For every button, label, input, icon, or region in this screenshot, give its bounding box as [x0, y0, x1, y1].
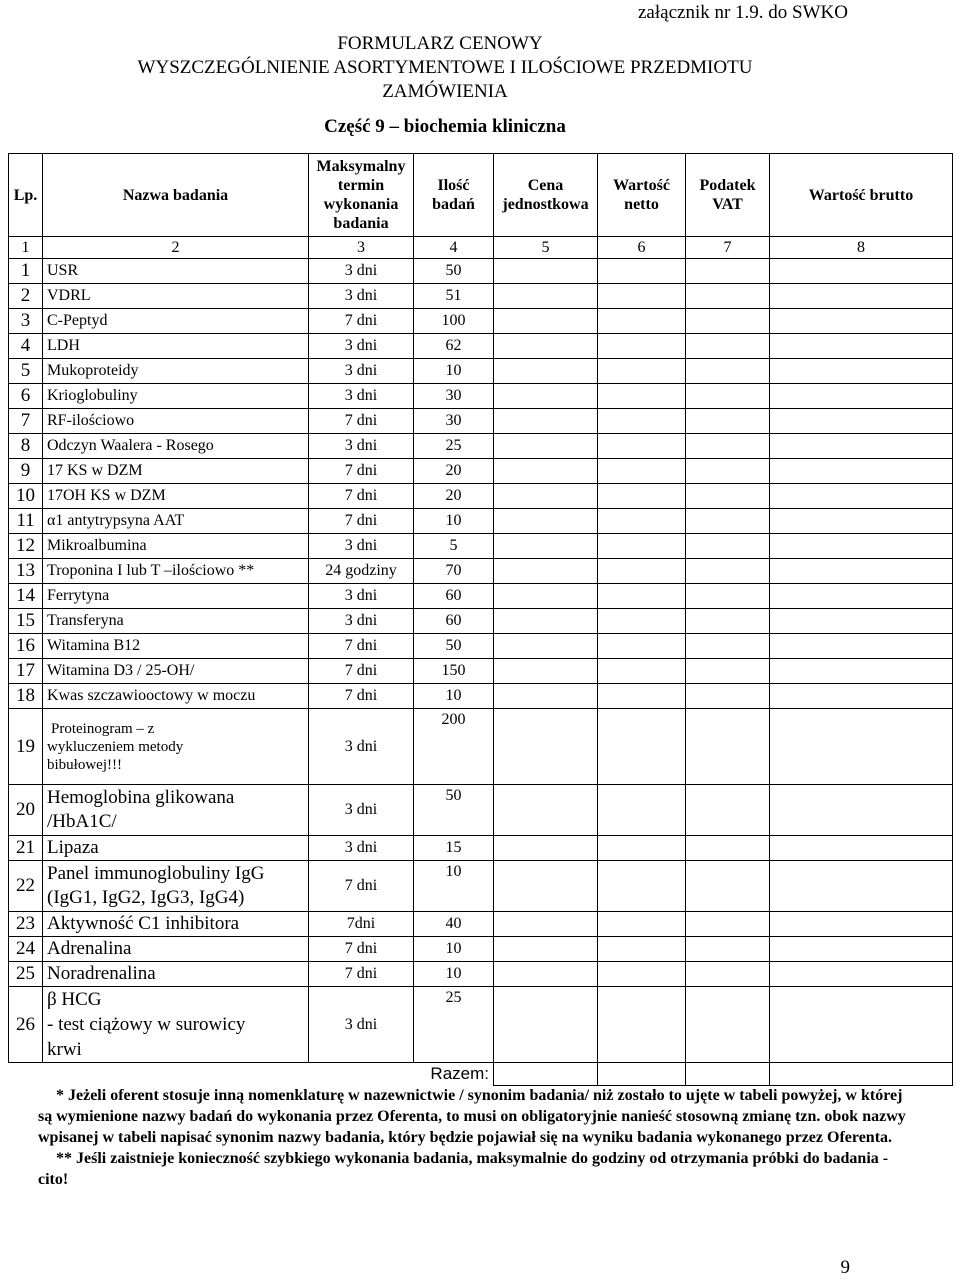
total-row: [9, 1063, 953, 1086]
column-number: 5: [494, 237, 598, 259]
row-term: 7 dni: [309, 309, 414, 334]
row-term: 7 dni: [309, 459, 414, 484]
row-term: 7 dni: [309, 484, 414, 509]
row-lp: 25: [9, 962, 43, 987]
row-term: 7 dni: [309, 684, 414, 709]
row-name: [43, 785, 309, 836]
row-qty: 60: [414, 584, 494, 609]
row-name-line: - test ciążowy w surowicy: [47, 1014, 246, 1035]
table-row: [9, 861, 953, 912]
row-term: 3 dni: [309, 836, 414, 861]
cell-net[interactable]: [598, 484, 686, 509]
cell-vat[interactable]: [686, 459, 770, 484]
total-label: Razem:: [430, 1064, 489, 1084]
cell-unit-price[interactable]: [494, 785, 598, 836]
row-name: Kwas szczawiooctowy w moczu: [43, 684, 309, 709]
row-qty: 150: [414, 659, 494, 684]
row-name: Troponina I lub T –ilościowo **: [43, 559, 309, 584]
cell-unit-price[interactable]: [494, 684, 598, 709]
row-name: [43, 987, 309, 1063]
row-name: α1 antytrypsyna AAT: [43, 509, 309, 534]
row-name-line: Proteinogram – z: [51, 720, 155, 737]
row-term: 3 dni: [309, 534, 414, 559]
row-name: [43, 861, 309, 912]
column-number: 2: [43, 237, 309, 259]
cell-vat[interactable]: [686, 509, 770, 534]
row-qty: 50: [414, 634, 494, 659]
cell-unit-price[interactable]: [494, 584, 598, 609]
cell-vat[interactable]: [686, 484, 770, 509]
cell-gross[interactable]: [770, 559, 953, 584]
row-term: 3 dni: [309, 584, 414, 609]
row-qty: 100: [414, 309, 494, 334]
cell-net[interactable]: [598, 384, 686, 409]
cell-unit-price[interactable]: [494, 937, 598, 962]
row-name: LDH: [43, 334, 309, 359]
cell-unit-price[interactable]: [494, 659, 598, 684]
cell-gross[interactable]: [770, 334, 953, 359]
cell-unit-price[interactable]: [494, 836, 598, 861]
table-row: [9, 634, 953, 659]
cell-unit-price[interactable]: [494, 484, 598, 509]
table-row: [9, 559, 953, 584]
table-row: [9, 962, 953, 987]
footnote-2: ** Jeśli zaistnieje konieczność szybkiego wykonania badania, maksymalnie do godziny od otrzymania próbki do badania - cito!: [38, 1150, 889, 1188]
cell-vat[interactable]: [686, 559, 770, 584]
total-net[interactable]: [598, 1063, 686, 1086]
row-lp: 4: [9, 334, 43, 359]
cell-unit-price[interactable]: [494, 609, 598, 634]
cell-gross[interactable]: [770, 937, 953, 962]
cell-gross[interactable]: [770, 459, 953, 484]
cell-gross[interactable]: [770, 987, 953, 1063]
title-line-3: ZAMÓWIENIA: [382, 81, 508, 102]
table-row: [9, 259, 953, 284]
table-row: [9, 359, 953, 384]
row-lp: 17: [9, 659, 43, 684]
row-qty: 50: [414, 785, 494, 836]
page-number: 9: [840, 1257, 850, 1278]
cell-gross[interactable]: [770, 584, 953, 609]
row-term: 3 dni: [309, 987, 414, 1063]
cell-gross[interactable]: [770, 836, 953, 861]
cell-vat[interactable]: [686, 634, 770, 659]
cell-net[interactable]: [598, 684, 686, 709]
header-term: Maksymalny termin wykonania badania: [309, 154, 414, 237]
cell-vat[interactable]: [686, 409, 770, 434]
table-row: [9, 309, 953, 334]
row-name-line: /HbA1C/: [47, 811, 117, 832]
row-name-line: Panel immunoglobuliny IgG: [47, 863, 265, 884]
row-term: 3 dni: [309, 434, 414, 459]
row-name: Odczyn Waalera - Rosego: [43, 434, 309, 459]
header-unit-price: Cena jednostkowa: [494, 154, 598, 237]
header-qty: Ilość badań: [414, 154, 494, 237]
cell-unit-price[interactable]: [494, 709, 598, 785]
row-term: 3 dni: [309, 785, 414, 836]
table-row: [9, 534, 953, 559]
total-vat[interactable]: [686, 1063, 770, 1086]
cell-net[interactable]: [598, 785, 686, 836]
cell-vat[interactable]: [686, 534, 770, 559]
cell-net[interactable]: [598, 359, 686, 384]
cell-unit-price[interactable]: [494, 634, 598, 659]
cell-gross[interactable]: [770, 409, 953, 434]
cell-net[interactable]: [598, 962, 686, 987]
cell-vat[interactable]: [686, 609, 770, 634]
row-qty: 200: [414, 709, 494, 785]
row-qty: 10: [414, 359, 494, 384]
row-lp: 1: [9, 259, 43, 284]
row-name: [43, 709, 309, 785]
row-lp: 15: [9, 609, 43, 634]
cell-gross[interactable]: [770, 659, 953, 684]
cell-net[interactable]: [598, 459, 686, 484]
row-term: 7 dni: [309, 962, 414, 987]
row-name: Noradrenalina: [43, 962, 309, 987]
row-lp: 18: [9, 684, 43, 709]
cell-unit-price[interactable]: [494, 359, 598, 384]
row-qty: 10: [414, 684, 494, 709]
row-lp: 12: [9, 534, 43, 559]
cell-vat[interactable]: [686, 709, 770, 785]
row-term: 24 godziny: [309, 559, 414, 584]
cell-vat[interactable]: [686, 937, 770, 962]
cell-vat[interactable]: [686, 384, 770, 409]
row-qty: 62: [414, 334, 494, 359]
footnote-1: * Jeżeli oferent stosuje inną nomenklaturę w nazewnictwie / synonim badania/ niż zostało to ujęte w tabeli powyżej, w której są wymienione nazwy badań do wykonania przez Oferenta, to musi on obligatoryjnie nanieść stosowną zmianę tzn. obok nazwy wpisanej w tabeli napisać synonim nazwy badania, który będzie pojawiał się na wyniku badania wykonanego przez Oferenta.: [38, 1087, 906, 1146]
row-term: 3 dni: [309, 384, 414, 409]
row-lp: 20: [9, 785, 43, 836]
row-term: 7 dni: [309, 409, 414, 434]
row-name: Witamina B12: [43, 634, 309, 659]
cell-vat[interactable]: [686, 259, 770, 284]
row-lp: 22: [9, 861, 43, 912]
column-number: 8: [770, 237, 953, 259]
row-lp: 8: [9, 434, 43, 459]
cell-gross[interactable]: [770, 434, 953, 459]
title-line-2: WYSZCZEGÓLNIENIE ASORTYMENTOWE I ILOŚCIOWE PRZEDMIOTU: [137, 57, 753, 78]
cell-gross[interactable]: [770, 284, 953, 309]
header-row: [9, 154, 953, 237]
cell-vat[interactable]: [686, 659, 770, 684]
cell-unit-price[interactable]: [494, 259, 598, 284]
cell-unit-price[interactable]: [494, 384, 598, 409]
row-lp: 16: [9, 634, 43, 659]
table-row: [9, 937, 953, 962]
header-net: Wartość netto: [598, 154, 686, 237]
row-name: C-Peptyd: [43, 309, 309, 334]
row-qty: 10: [414, 962, 494, 987]
cell-unit-price[interactable]: [494, 459, 598, 484]
row-name: Witamina D3 / 25-OH/: [43, 659, 309, 684]
cell-unit-price[interactable]: [494, 912, 598, 937]
cell-net[interactable]: [598, 534, 686, 559]
row-term: 3 dni: [309, 609, 414, 634]
cell-gross[interactable]: [770, 259, 953, 284]
cell-net[interactable]: [598, 634, 686, 659]
table-row: [9, 459, 953, 484]
row-name: 17OH KS w DZM: [43, 484, 309, 509]
cell-unit-price[interactable]: [494, 559, 598, 584]
cell-vat[interactable]: [686, 912, 770, 937]
header-name: Nazwa badania: [43, 154, 309, 237]
cell-vat[interactable]: [686, 962, 770, 987]
cell-unit-price[interactable]: [494, 434, 598, 459]
row-name: USR: [43, 259, 309, 284]
row-name: VDRL: [43, 284, 309, 309]
cell-vat[interactable]: [686, 284, 770, 309]
row-term: 3 dni: [309, 284, 414, 309]
row-lp: 24: [9, 937, 43, 962]
row-lp: 3: [9, 309, 43, 334]
cell-net[interactable]: [598, 659, 686, 684]
table-row: [9, 509, 953, 534]
row-qty: 10: [414, 937, 494, 962]
row-qty: 10: [414, 509, 494, 534]
column-number-row: [9, 237, 953, 259]
table-row: [9, 584, 953, 609]
row-name: Mukoproteidy: [43, 359, 309, 384]
cell-unit-price[interactable]: [494, 334, 598, 359]
table-row: [9, 334, 953, 359]
cell-vat[interactable]: [686, 434, 770, 459]
cell-net[interactable]: [598, 509, 686, 534]
cell-vat[interactable]: [686, 584, 770, 609]
form-title: [0, 32, 890, 104]
cell-gross[interactable]: [770, 861, 953, 912]
row-name: RF-ilościowo: [43, 409, 309, 434]
cell-net[interactable]: [598, 861, 686, 912]
row-lp: 2: [9, 284, 43, 309]
row-lp: 23: [9, 912, 43, 937]
row-term: 7dni: [309, 912, 414, 937]
cell-vat[interactable]: [686, 309, 770, 334]
cell-net[interactable]: [598, 409, 686, 434]
cell-gross[interactable]: [770, 609, 953, 634]
cell-net[interactable]: [598, 912, 686, 937]
cell-unit-price[interactable]: [494, 861, 598, 912]
row-name-line: β HCG: [47, 989, 102, 1010]
cell-unit-price[interactable]: [494, 509, 598, 534]
row-qty: 25: [414, 987, 494, 1063]
cell-gross[interactable]: [770, 384, 953, 409]
row-term: 3 dni: [309, 334, 414, 359]
row-qty: 5: [414, 534, 494, 559]
row-qty: 20: [414, 484, 494, 509]
row-name: Aktywność C1 inhibitora: [43, 912, 309, 937]
row-term: 3 dni: [309, 259, 414, 284]
row-lp: 13: [9, 559, 43, 584]
cell-gross[interactable]: [770, 785, 953, 836]
cell-vat[interactable]: [686, 785, 770, 836]
table-row: [9, 284, 953, 309]
row-qty: 51: [414, 284, 494, 309]
row-qty: 25: [414, 434, 494, 459]
row-name-line: wykluczeniem metody: [47, 738, 184, 755]
cell-gross[interactable]: [770, 962, 953, 987]
table-row: [9, 609, 953, 634]
row-qty: 20: [414, 459, 494, 484]
table-row: [9, 384, 953, 409]
row-term: 7 dni: [309, 634, 414, 659]
row-qty: 70: [414, 559, 494, 584]
cell-gross[interactable]: [770, 912, 953, 937]
row-name: Ferrytyna: [43, 584, 309, 609]
row-term: 7 dni: [309, 659, 414, 684]
row-name: Lipaza: [43, 836, 309, 861]
cell-gross[interactable]: [770, 709, 953, 785]
row-name: Transferyna: [43, 609, 309, 634]
row-qty: 15: [414, 836, 494, 861]
row-term: 3 dni: [309, 359, 414, 384]
row-name-line: krwi: [47, 1039, 82, 1060]
cell-net[interactable]: [598, 987, 686, 1063]
cell-gross[interactable]: [770, 309, 953, 334]
cell-vat[interactable]: [686, 987, 770, 1063]
cell-net[interactable]: [598, 709, 686, 785]
row-qty: 30: [414, 409, 494, 434]
column-number: 6: [598, 237, 686, 259]
cell-gross[interactable]: [770, 684, 953, 709]
header-gross: Wartość brutto: [770, 154, 953, 237]
cell-net[interactable]: [598, 559, 686, 584]
row-qty: 30: [414, 384, 494, 409]
cell-gross[interactable]: [770, 534, 953, 559]
row-name-line: bibułowej!!!: [47, 756, 122, 773]
cell-net[interactable]: [598, 937, 686, 962]
cell-net[interactable]: [598, 609, 686, 634]
table-row: [9, 659, 953, 684]
row-lp: 19: [9, 709, 43, 785]
total-unit-price[interactable]: [494, 1063, 598, 1086]
header-lp: Lp.: [9, 154, 43, 237]
row-qty: 50: [414, 259, 494, 284]
row-qty: 60: [414, 609, 494, 634]
footnotes: [38, 1085, 908, 1190]
row-lp: 9: [9, 459, 43, 484]
table-row: [9, 912, 953, 937]
cell-unit-price[interactable]: [494, 534, 598, 559]
table-row: [9, 836, 953, 861]
cell-unit-price[interactable]: [494, 284, 598, 309]
table-row: [9, 785, 953, 836]
cell-net[interactable]: [598, 334, 686, 359]
cell-unit-price[interactable]: [494, 987, 598, 1063]
cell-gross[interactable]: [770, 509, 953, 534]
column-number: 4: [414, 237, 494, 259]
column-number: 1: [9, 237, 43, 259]
table-row: [9, 684, 953, 709]
row-name-line: Hemoglobina glikowana: [47, 787, 235, 808]
row-qty: 40: [414, 912, 494, 937]
cell-unit-price[interactable]: [494, 309, 598, 334]
cell-gross[interactable]: [770, 484, 953, 509]
cell-unit-price[interactable]: [494, 962, 598, 987]
row-lp: 14: [9, 584, 43, 609]
cell-unit-price[interactable]: [494, 409, 598, 434]
row-qty: 10: [414, 861, 494, 912]
row-lp: 5: [9, 359, 43, 384]
cell-gross[interactable]: [770, 634, 953, 659]
row-term: 7 dni: [309, 861, 414, 912]
cell-net[interactable]: [598, 284, 686, 309]
column-number: 3: [309, 237, 414, 259]
row-name: Krioglobuliny: [43, 384, 309, 409]
row-lp: 7: [9, 409, 43, 434]
title-line-1: FORMULARZ CENOWY: [337, 33, 543, 54]
cell-vat[interactable]: [686, 359, 770, 384]
cell-net[interactable]: [598, 584, 686, 609]
cell-gross[interactable]: [770, 359, 953, 384]
column-number: 7: [686, 237, 770, 259]
row-lp: 10: [9, 484, 43, 509]
row-term: 7 dni: [309, 937, 414, 962]
annex-label: załącznik nr 1.9. do SWKO: [638, 2, 848, 23]
row-lp: 11: [9, 509, 43, 534]
cell-net[interactable]: [598, 259, 686, 284]
cell-net[interactable]: [598, 836, 686, 861]
row-name: 17 KS w DZM: [43, 459, 309, 484]
row-lp: 26: [9, 987, 43, 1063]
table-row: [9, 484, 953, 509]
cell-net[interactable]: [598, 309, 686, 334]
cell-vat[interactable]: [686, 861, 770, 912]
row-lp: 21: [9, 836, 43, 861]
row-name: Mikroalbumina: [43, 534, 309, 559]
cell-vat[interactable]: [686, 334, 770, 359]
cell-vat[interactable]: [686, 836, 770, 861]
cell-net[interactable]: [598, 434, 686, 459]
total-gross[interactable]: [770, 1063, 953, 1086]
row-name-line: (IgG1, IgG2, IgG3, IgG4): [47, 887, 245, 908]
table-row: [9, 987, 953, 1063]
price-table: [8, 153, 953, 1086]
table-row: [9, 434, 953, 459]
table-row: [9, 409, 953, 434]
row-term: 3 dni: [309, 709, 414, 785]
header-vat: Podatek VAT: [686, 154, 770, 237]
part-heading: Część 9 – biochemia kliniczna: [324, 116, 566, 137]
row-term: 7 dni: [309, 509, 414, 534]
row-lp: 6: [9, 384, 43, 409]
table-row: [9, 709, 953, 785]
row-name: Adrenalina: [43, 937, 309, 962]
cell-vat[interactable]: [686, 684, 770, 709]
